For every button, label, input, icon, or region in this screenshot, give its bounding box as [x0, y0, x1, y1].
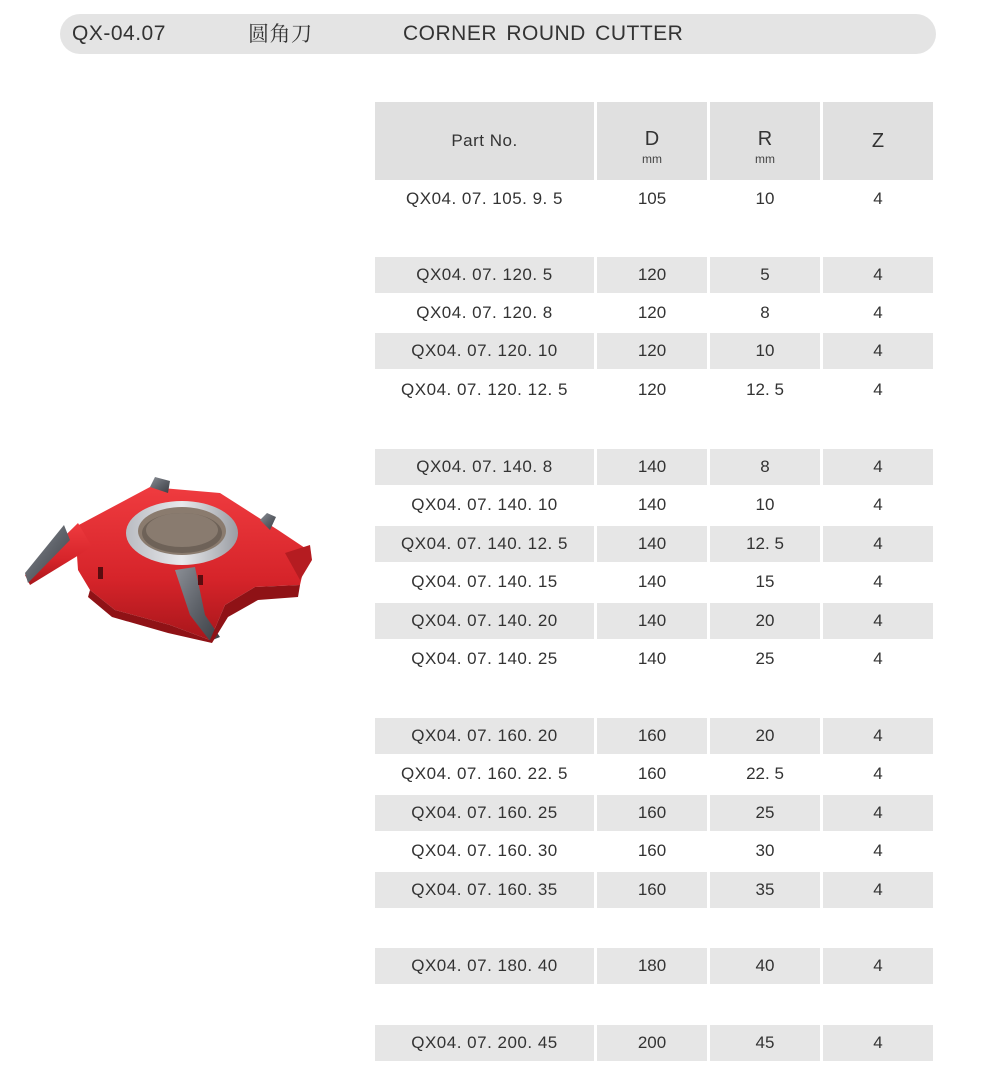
header-r-label: R: [757, 128, 773, 150]
cell-part-no: QX04. 07. 140. 15: [411, 572, 558, 591]
table-row: [375, 756, 933, 792]
cell-r: 12. 5: [710, 526, 820, 562]
table-row: [375, 487, 933, 523]
cell-part-no: QX04. 07. 200. 45: [375, 1025, 594, 1061]
product-title-en: CORNER ROUND CUTTER: [403, 22, 684, 45]
cell-z: 4: [873, 495, 883, 514]
table-row: [375, 603, 933, 639]
table-row: [375, 718, 933, 754]
cell-d: 120: [597, 257, 707, 293]
cell-z: 4: [873, 189, 883, 208]
table-row: [375, 449, 933, 485]
table-row: [375, 1025, 933, 1061]
header-r-unit: mm: [755, 152, 775, 166]
cell-z: 4: [823, 257, 933, 293]
cell-r: 22. 5: [746, 764, 784, 783]
cell-r: 10: [755, 189, 775, 208]
cell-z: 4: [823, 872, 933, 908]
cell-d: 140: [597, 449, 707, 485]
cell-r: 45: [710, 1025, 820, 1061]
table-row: [375, 872, 933, 908]
cell-r: 12. 5: [746, 380, 784, 399]
cell-d: 180: [597, 948, 707, 984]
cell-d: 140: [597, 603, 707, 639]
cell-d: 140: [637, 495, 667, 514]
cell-d: 105: [637, 189, 667, 208]
table-row: [375, 181, 933, 217]
cell-part-no: QX04. 07. 180. 40: [375, 948, 594, 984]
table-row: [375, 295, 933, 331]
cell-part-no: QX04. 07. 140. 10: [411, 495, 558, 514]
cell-r: 25: [755, 649, 775, 668]
cell-r: 25: [710, 795, 820, 831]
header-z: Z: [823, 102, 933, 180]
cell-z: 4: [823, 795, 933, 831]
cell-z: 4: [823, 449, 933, 485]
header-d-unit: mm: [642, 152, 662, 166]
product-title-cn: 圆角刀: [248, 22, 313, 46]
table-row: [375, 795, 933, 831]
cell-z: 4: [873, 764, 883, 783]
header-part-no: Part No.: [375, 102, 594, 180]
cell-part-no: QX04. 07. 140. 25: [411, 649, 558, 668]
cell-r: 30: [755, 841, 775, 860]
cell-d: 200: [597, 1025, 707, 1061]
cell-d: 140: [637, 572, 667, 591]
cell-r: 20: [710, 718, 820, 754]
cell-r: 35: [710, 872, 820, 908]
cell-part-no: QX04. 07. 140. 8: [375, 449, 594, 485]
cell-part-no: QX04. 07. 120. 10: [375, 333, 594, 369]
cell-d: 160: [637, 764, 667, 783]
cell-d: 160: [597, 795, 707, 831]
cell-d: 120: [597, 333, 707, 369]
cell-r: 8: [760, 303, 770, 322]
cell-part-no: QX04. 07. 160. 35: [375, 872, 594, 908]
table-row: [375, 372, 933, 408]
cell-z: 4: [873, 303, 883, 322]
cell-part-no: QX04. 07. 160. 30: [411, 841, 558, 860]
cell-part-no: QX04. 07. 160. 25: [375, 795, 594, 831]
cell-z: 4: [823, 718, 933, 754]
corner-round-cutter-image: [20, 475, 320, 645]
table-row: [375, 948, 933, 984]
cell-d: 140: [597, 526, 707, 562]
header-d-label: D: [644, 128, 660, 150]
cell-r: 20: [710, 603, 820, 639]
cell-d: 120: [637, 303, 667, 322]
cell-part-no: QX04. 07. 120. 5: [375, 257, 594, 293]
cell-z: 4: [823, 1025, 933, 1061]
header-d: [597, 102, 707, 180]
table-row: [375, 833, 933, 869]
cell-part-no: QX04. 07. 140. 12. 5: [375, 526, 594, 562]
cell-part-no: QX04. 07. 140. 20: [375, 603, 594, 639]
cell-r: 8: [710, 449, 820, 485]
cell-r: 15: [755, 572, 775, 591]
table-row: [375, 257, 933, 293]
cell-r: 5: [710, 257, 820, 293]
cell-part-no: QX04. 07. 120. 8: [416, 303, 553, 322]
cell-part-no: QX04. 07. 160. 20: [375, 718, 594, 754]
cell-part-no: QX04. 07. 105. 9. 5: [406, 189, 563, 208]
cell-d: 160: [637, 841, 667, 860]
cell-part-no: QX04. 07. 120. 12. 5: [401, 380, 568, 399]
cell-z: 4: [873, 649, 883, 668]
cell-z: 4: [823, 948, 933, 984]
cell-r: 40: [710, 948, 820, 984]
cell-z: 4: [823, 333, 933, 369]
table-row: [375, 641, 933, 677]
table-header: [375, 102, 933, 180]
cell-z: 4: [873, 380, 883, 399]
cell-z: 4: [873, 841, 883, 860]
header-r: [710, 102, 820, 180]
cell-d: 160: [597, 718, 707, 754]
cell-z: 4: [823, 526, 933, 562]
cell-d: 160: [597, 872, 707, 908]
product-code: QX-04.07: [72, 22, 166, 45]
cell-d: 120: [637, 380, 667, 399]
cell-r: 10: [710, 333, 820, 369]
table-row: [375, 526, 933, 562]
cell-z: 4: [823, 603, 933, 639]
cell-r: 10: [755, 495, 775, 514]
cell-part-no: QX04. 07. 160. 22. 5: [401, 764, 568, 783]
cell-z: 4: [873, 572, 883, 591]
cell-d: 140: [637, 649, 667, 668]
header-bar: [60, 14, 936, 54]
table-row: [375, 333, 933, 369]
table-row: [375, 564, 933, 600]
